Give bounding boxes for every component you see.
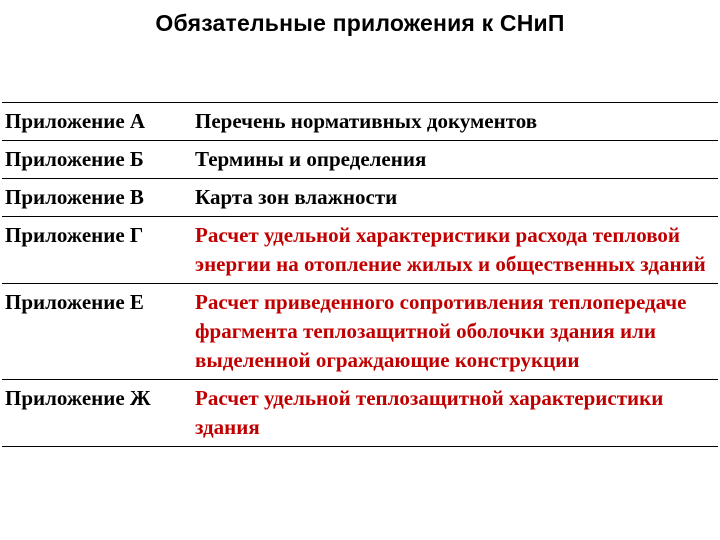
slide-title: Обязательные приложения к СНиП	[155, 10, 565, 36]
appendix-description: Расчет удельной теплозащитной характеристики здания	[187, 380, 718, 447]
table-row-appendix-b	[2, 141, 718, 179]
appendix-description: Расчет приведенного сопротивления теплопередаче фрагмента теплозащитной оболочки здания или выделенной ограждающие конструкции	[187, 284, 718, 380]
table-row-appendix-v	[2, 179, 718, 217]
appendix-label: Приложение Ж	[2, 380, 187, 447]
appendix-description: Расчет удельной характеристики расхода тепловой энергии на отопление жилых и общественных зданий	[187, 217, 718, 284]
appendix-label: Приложение А	[5, 109, 146, 133]
appendix-description: Перечень нормативных документов	[195, 109, 538, 133]
table-row-appendix-g	[2, 217, 718, 284]
table-row-appendix-e	[2, 284, 718, 380]
appendix-table	[2, 102, 718, 447]
appendix-label: Приложение Е	[2, 284, 187, 380]
table-row-appendix-a	[2, 103, 718, 141]
table-row-appendix-zh	[2, 380, 718, 447]
appendix-description: Карта зон влажности	[187, 179, 718, 217]
appendix-label: Приложение Г	[2, 217, 187, 284]
appendix-description: Термины и определения	[187, 141, 718, 179]
appendix-label: Приложение В	[2, 179, 187, 217]
appendix-label: Приложение Б	[2, 141, 187, 179]
